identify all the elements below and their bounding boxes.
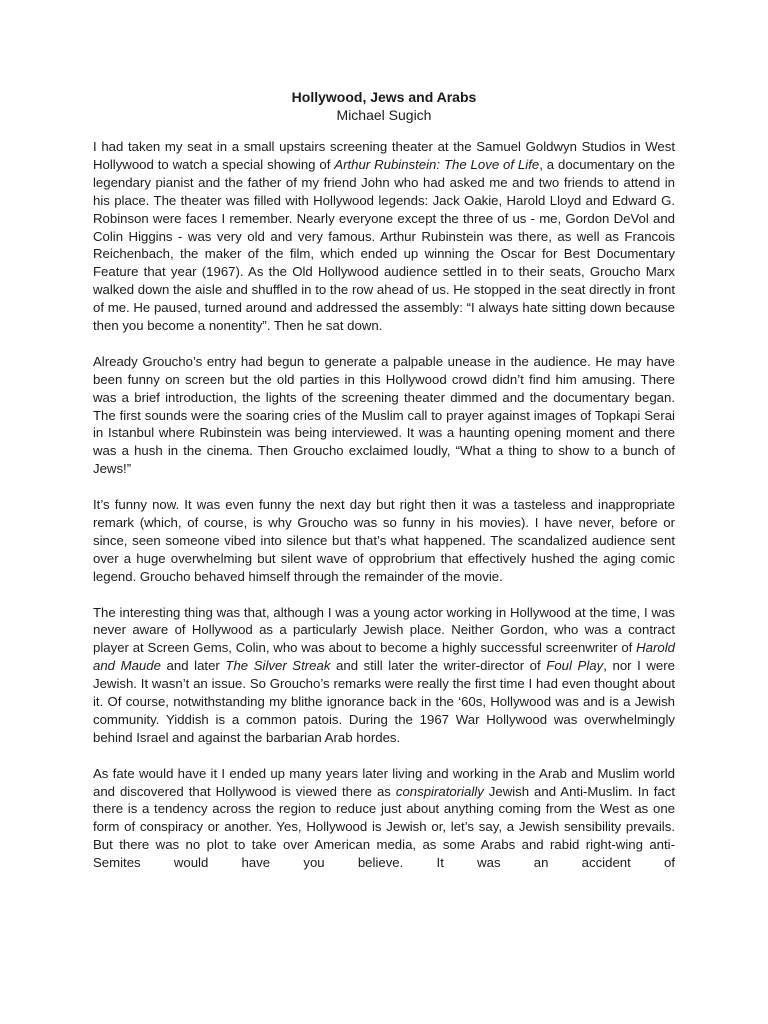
paragraph-text: As fate would have it I ended up many years later living and working in the Arab and Muslim world and discovered that Hollywood is viewed there as — [93, 765, 675, 799]
paragraph-text: , a documentary on the legendary pianist and the father of my friend John who had asked me and two friends to attend in his place. The theater was filled with Hollywood legends: Jack Oakie, Harold Lloyd and Edward G. Robinson were faces I remember. Nearly everyone except the three of us - me, Gordon DeVol and Colin Higgins - was very old and very famous. Arthur Rubinstein was there, as well as Francois Reichenbach, the maker of the film, which ended up winning the Oscar for Best Documentary Feature that year (1967). As the Old Hollywood audience settled in to their seats, Groucho Marx walked down the aisle and shuffled in to the row ahead of us. He stopped in the seat directly in front of me. He paused, turned around and addressed the assembly: “I always hate sitting down because then you become a nonentity”. Then he sat down. — [93, 156, 675, 334]
document-body — [93, 138, 675, 890]
paragraph — [93, 604, 675, 747]
paragraph — [93, 765, 675, 872]
italic-title-text: Arthur Rubinstein: The Love of Life — [334, 156, 540, 172]
paragraph-text: , nor I were Jewish. It wasn’t an issue. So Groucho’s remarks were really the first time I had even thought about it. Of course, notwithstanding my blithe ignorance back in the ‘60s, Hollywood was and is a Jewish community. Yiddish is a common patois. During the 1967 War Hollywood was overwhelmingly behind Israel and against the barbarian Arab hordes. — [93, 658, 675, 745]
italic-title-text: The Silver Streak — [225, 658, 331, 674]
paragraph-text: Jewish and Anti-Muslim. In fact there is a tendency across the region to reduce just about anything coming from the West as one form of conspiracy or another. Yes, Hollywood is Jewish or, let’s say, a Jewish sensibility prevails. But there was no plot to take over American media, as some Arabs and rabid right-wing anti-Semites would have you believe. It was an accident of — [93, 783, 676, 871]
paragraph-text: I had taken my seat in a small upstairs screening theater at the Samuel Goldwyn Studios in West Hollywood to watch a special showing of — [93, 139, 675, 172]
paragraph — [93, 496, 675, 586]
italic-title-text: Harold and Maude — [93, 640, 675, 674]
paragraph — [93, 138, 675, 335]
italic-title-text: Foul Play — [546, 658, 604, 674]
document-author: Michael Sugich — [336, 107, 432, 123]
paragraph — [93, 353, 675, 478]
paragraph-text: and later — [160, 658, 226, 674]
italic-title-text: conspiratorially — [395, 783, 484, 799]
paragraph-text: and still later the writer-director of — [330, 658, 547, 674]
document-title: Hollywood, Jews and Arabs — [291, 89, 477, 105]
paragraph-text: The interesting thing was that, although I was a young actor working in Hollywood at the time, I was never aware of Hollywood as a particularly Jewish place. Neither Gordon, who was a contract player at Screen Gems, Colin, who was about to become a highly successful screenwriter of — [93, 604, 675, 656]
paragraph-text: Already Groucho’s entry had begun to generate a palpable unease in the audience. He may have been funny on screen but the old parties in this Hollywood crowd didn’t find him amusing. There was a brief introduction, the lights of the screening theater dimmed and the documentary began. The first sounds were the soaring cries of the Muslim call to prayer against images of Topkapi Serai in Istanbul where Rubinstein was being interviewed. It was a haunting opening moment and there was a hush in the cinema. Then Groucho exclaimed loudly, “What a thing to show to a bunch of Jews!” — [93, 353, 675, 477]
paragraph-text: It’s funny now. It was even funny the next day but right then it was a tasteless and inappropriate remark (which, of course, is why Groucho was so funny in his movies). I have never, before or since, seen someone vibed into silence but that’s what happened. The scandalized audience sent over a huge overwhelming but silent wave of opprobrium that effectively hushed the aging comic legend. Groucho behaved himself through the remainder of the movie. — [93, 497, 675, 584]
